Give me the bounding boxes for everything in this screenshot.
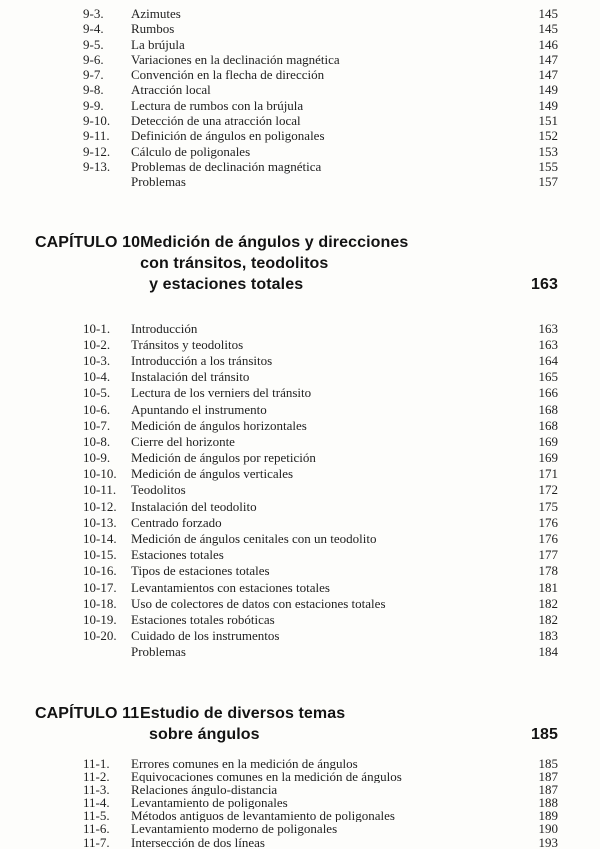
- toc-entry-number: 10-20.: [83, 628, 117, 644]
- toc-entry-number: 9-7.: [83, 67, 104, 83]
- toc-entry-page: 147: [538, 67, 558, 83]
- toc-entry-page: 182: [538, 611, 558, 627]
- chapter11-heading: [35, 703, 558, 745]
- toc-entry-number: 10-19.: [83, 611, 117, 627]
- toc-entry-title: Medición de ángulos cenitales con un teodolito: [131, 531, 377, 546]
- toc-entry-page: 185: [538, 755, 558, 771]
- toc-entry-page: 153: [538, 143, 558, 159]
- toc-entry-number: 10-9.: [83, 450, 111, 466]
- toc-entry-page: 176: [538, 531, 558, 546]
- toc-entry-title: Variaciones en la declinación magnética: [131, 51, 340, 67]
- toc-entry-number: 10-8.: [83, 433, 111, 449]
- toc-entry-page: 171: [538, 466, 558, 482]
- toc-entry: [83, 809, 558, 822]
- toc-entry-title: Atracción local: [131, 82, 211, 98]
- toc-entry-page: 178: [538, 563, 558, 579]
- toc-entry-title: Medición de ángulos verticales: [131, 466, 294, 482]
- chapter-page-number: 185: [531, 725, 558, 743]
- toc-entry-number: 10-12.: [83, 498, 117, 514]
- toc-entry: [83, 402, 558, 418]
- chapter-label: CAPÍTULO 11: [35, 704, 140, 722]
- toc-entry-page: 152: [538, 128, 558, 144]
- toc-entry-title: Métodos antiguos de levantamiento de poligonales: [131, 809, 395, 823]
- toc-entry: [83, 450, 558, 466]
- toc-entry-title: Problemas: [131, 174, 186, 190]
- toc-entry-title: Levantamiento de poligonales: [131, 796, 288, 810]
- toc-entry-number: [83, 174, 131, 189]
- toc-entry-number: 10-17.: [83, 579, 117, 595]
- toc-entry-title: Uso de colectores de datos con estaciones totales: [131, 595, 386, 611]
- toc-entry-page: 146: [538, 36, 558, 52]
- toc-entry: [83, 385, 558, 401]
- toc-entry-number: 10-3.: [83, 352, 111, 368]
- toc-entry-title: Apuntando el instrumento: [131, 401, 267, 417]
- toc-entry-number: 11-2.: [83, 768, 110, 784]
- toc-entry-number: 9-10.: [83, 113, 111, 129]
- toc-entry-number: 10-10.: [83, 466, 117, 482]
- toc-entry-number: 10-2.: [83, 336, 111, 352]
- toc-entry-title: Levantamientos con estaciones totales: [131, 579, 330, 595]
- toc-entry: [83, 418, 558, 434]
- toc-entry-title: Problemas de declinación magnética: [131, 158, 322, 174]
- toc-entry: [83, 580, 558, 596]
- toc-entry-title: Detección de una atracción local: [131, 113, 301, 129]
- toc-entry-page: 165: [538, 369, 558, 385]
- toc-entry-title: Estaciones totales robóticas: [131, 611, 275, 627]
- toc-entry-number: 11-1.: [83, 755, 110, 771]
- chapter-title-lines: [140, 232, 558, 295]
- toc-entry: [83, 159, 558, 174]
- toc-entry-number: 10-7.: [83, 417, 111, 433]
- chapter-title-line: Estudio de diversos temas: [140, 704, 346, 722]
- toc-entry-page: 169: [538, 433, 558, 449]
- toc-entry-title: Tránsitos y teodolitos: [131, 336, 244, 352]
- toc-entry-page: 177: [538, 547, 558, 563]
- toc-entry-title: Instalación del tránsito: [131, 369, 250, 385]
- toc-entry-title: Lectura de los verniers del tránsito: [131, 385, 312, 401]
- chapter10-heading: [35, 232, 558, 295]
- chapter9-entries-list: [83, 6, 558, 190]
- toc-entry: [83, 836, 558, 849]
- chapter-page-number: 163: [531, 275, 558, 293]
- toc-entry-page: 183: [538, 628, 558, 644]
- toc-entry-page: 175: [538, 498, 558, 514]
- toc-entry: [83, 783, 558, 796]
- toc-entry-title: La brújula: [131, 36, 185, 52]
- toc-entry-number: 10-6.: [83, 401, 111, 417]
- toc-entry-number: 9-3.: [83, 6, 104, 21]
- toc-entry-page: 163: [538, 320, 558, 336]
- toc-entry-page: 168: [538, 417, 558, 433]
- toc-entry-title: Azimutes: [131, 6, 181, 21]
- toc-entry-title: Teodolitos: [131, 482, 186, 498]
- toc-entry-number: 9-8.: [83, 82, 104, 98]
- toc-entry-number: 10-14.: [83, 531, 117, 546]
- toc-entry-page: 145: [538, 21, 558, 37]
- chapter-title-line: sobre ángulos: [149, 725, 260, 743]
- toc-entry-title: Lectura de rumbos con la brújula: [131, 97, 304, 113]
- toc-entry: [83, 596, 558, 612]
- toc-entry: [83, 67, 558, 82]
- toc-entry: [83, 796, 558, 809]
- toc-entry: [83, 337, 558, 353]
- toc-entry: [83, 822, 558, 835]
- toc-entry-title: Medición de ángulos horizontales: [131, 417, 307, 433]
- toc-entry-number: 10-13.: [83, 514, 117, 530]
- toc-entry-number: 10-5.: [83, 385, 111, 401]
- toc-entry: [83, 612, 558, 628]
- toc-entry-page: 182: [538, 595, 558, 611]
- toc-entry: [83, 369, 558, 385]
- toc-entry: [83, 113, 558, 128]
- toc-entry: [83, 531, 558, 547]
- toc-entry-page: 145: [538, 6, 558, 21]
- toc-entry-title: Rumbos: [131, 21, 175, 37]
- chapter-title-line: con tránsitos, teodolitos: [140, 254, 329, 272]
- toc-entry-title: Centrado forzado: [131, 514, 222, 530]
- toc-entry-page: 190: [538, 821, 558, 837]
- toc-entry-number: 10-1.: [83, 320, 111, 336]
- toc-entry-title: Levantamiento moderno de poligonales: [131, 822, 338, 836]
- toc-entry-title: Intersección de dos líneas: [131, 835, 265, 849]
- toc-entry-page: 168: [538, 401, 558, 417]
- toc-entry-title: Estaciones totales: [131, 547, 224, 563]
- toc-entry-title: Problemas: [131, 644, 186, 660]
- toc-entry: [83, 144, 558, 159]
- toc-entry-title: Errores comunes en la medición de ángulos: [131, 756, 358, 770]
- toc-entry-number: 11-6.: [83, 821, 110, 837]
- toc-entry: [83, 321, 558, 337]
- toc-entry: [83, 547, 558, 563]
- toc-entry-page: 166: [538, 385, 558, 401]
- toc-entry: [83, 52, 558, 67]
- chapter-title-line: Medición de ángulos y direcciones: [140, 233, 409, 251]
- toc-entry: [83, 82, 558, 97]
- chapter11-entries-list: [83, 757, 558, 849]
- toc-entry-title: Introducción a los tránsitos: [131, 352, 273, 368]
- toc-entry: [83, 515, 558, 531]
- toc-entry-title: Introducción: [131, 320, 198, 336]
- toc-entry-title: Cuidado de los instrumentos: [131, 628, 280, 644]
- toc-entry-page: 176: [538, 514, 558, 530]
- toc-entry-page: 164: [538, 352, 558, 368]
- toc-entry-page: 172: [538, 482, 558, 498]
- toc-entry-title: Convención en la flecha de dirección: [131, 67, 325, 83]
- chapter-label: CAPÍTULO 10: [35, 233, 141, 251]
- toc-entry: [83, 434, 558, 450]
- toc-entry-page: 181: [538, 579, 558, 595]
- toc-entry-number: 9-9.: [83, 97, 104, 113]
- toc-entry: [83, 563, 558, 579]
- toc-entry-title: Cálculo de poligonales: [131, 143, 251, 159]
- toc-entry: [83, 482, 558, 498]
- toc-entry-number: 10-16.: [83, 563, 117, 579]
- toc-entry-number: [83, 644, 131, 660]
- toc-entry-page: 155: [538, 158, 558, 174]
- toc-entry-number: 10-11.: [83, 482, 117, 498]
- toc-entry-number: 10-4.: [83, 369, 111, 385]
- toc-entry: [83, 37, 558, 52]
- toc-entry-page: 163: [538, 336, 558, 352]
- toc-entry: [83, 98, 558, 113]
- toc-entry-number: 9-5.: [83, 36, 104, 52]
- toc-entry: [83, 628, 558, 644]
- toc-entry-page: 193: [538, 834, 558, 849]
- toc-entry-title: Instalación del teodolito: [131, 498, 257, 514]
- toc-entry-page: 149: [538, 82, 558, 98]
- toc-entry-title: Definición de ángulos en poligonales: [131, 128, 325, 144]
- chapter10-entries-list: [83, 321, 558, 661]
- toc-entry: [83, 770, 558, 783]
- toc-entry-title: Medición de ángulos por repetición: [131, 450, 316, 466]
- toc-entry-page: 189: [538, 808, 558, 824]
- toc-entry: [83, 174, 558, 189]
- toc-entry-number: 11-7.: [83, 834, 110, 849]
- toc-entry-page: 184: [538, 644, 558, 660]
- toc-entry-title: Equivocaciones comunes en la medición de ángulos: [131, 769, 402, 783]
- toc-entry: [83, 6, 558, 21]
- toc-entry-number: 9-11.: [83, 128, 110, 144]
- toc-entry-page: 169: [538, 450, 558, 466]
- chapter-title-line: y estaciones totales: [149, 275, 304, 293]
- toc-entry-number: 9-6.: [83, 51, 104, 67]
- toc-entry: [83, 128, 558, 143]
- toc-entry: [83, 353, 558, 369]
- toc-entry-title: Tipos de estaciones totales: [131, 563, 270, 579]
- toc-entry-number: 10-15.: [83, 547, 117, 563]
- toc-entry-number: 9-12.: [83, 143, 111, 159]
- toc-entry-number: 9-4.: [83, 21, 104, 37]
- toc-entry-title: Cierre del horizonte: [131, 433, 235, 449]
- toc-entry-number: 10-18.: [83, 595, 117, 611]
- toc-entry-page: 147: [538, 51, 558, 67]
- toc-entry-page: 188: [538, 795, 558, 811]
- chapter-title-lines: [140, 703, 558, 745]
- toc-entry-page: 151: [538, 113, 558, 129]
- toc-entry-page: 187: [538, 781, 558, 797]
- toc-entry: [83, 644, 558, 660]
- toc-entry-page: 157: [538, 174, 558, 190]
- toc-entry: [83, 757, 558, 770]
- toc-entry-page: 187: [538, 768, 558, 784]
- toc-entry-page: 149: [538, 97, 558, 113]
- toc-entry-number: 11-3.: [83, 781, 110, 797]
- toc-entry-number: 11-4.: [83, 795, 110, 811]
- toc-entry-number: 9-13.: [83, 158, 111, 174]
- toc-entry: [83, 466, 558, 482]
- toc-entry-title: Relaciones ángulo-distancia: [131, 782, 278, 797]
- toc-entry: [83, 499, 558, 515]
- toc-entry: [83, 21, 558, 36]
- toc-entry-number: 11-5.: [83, 808, 110, 824]
